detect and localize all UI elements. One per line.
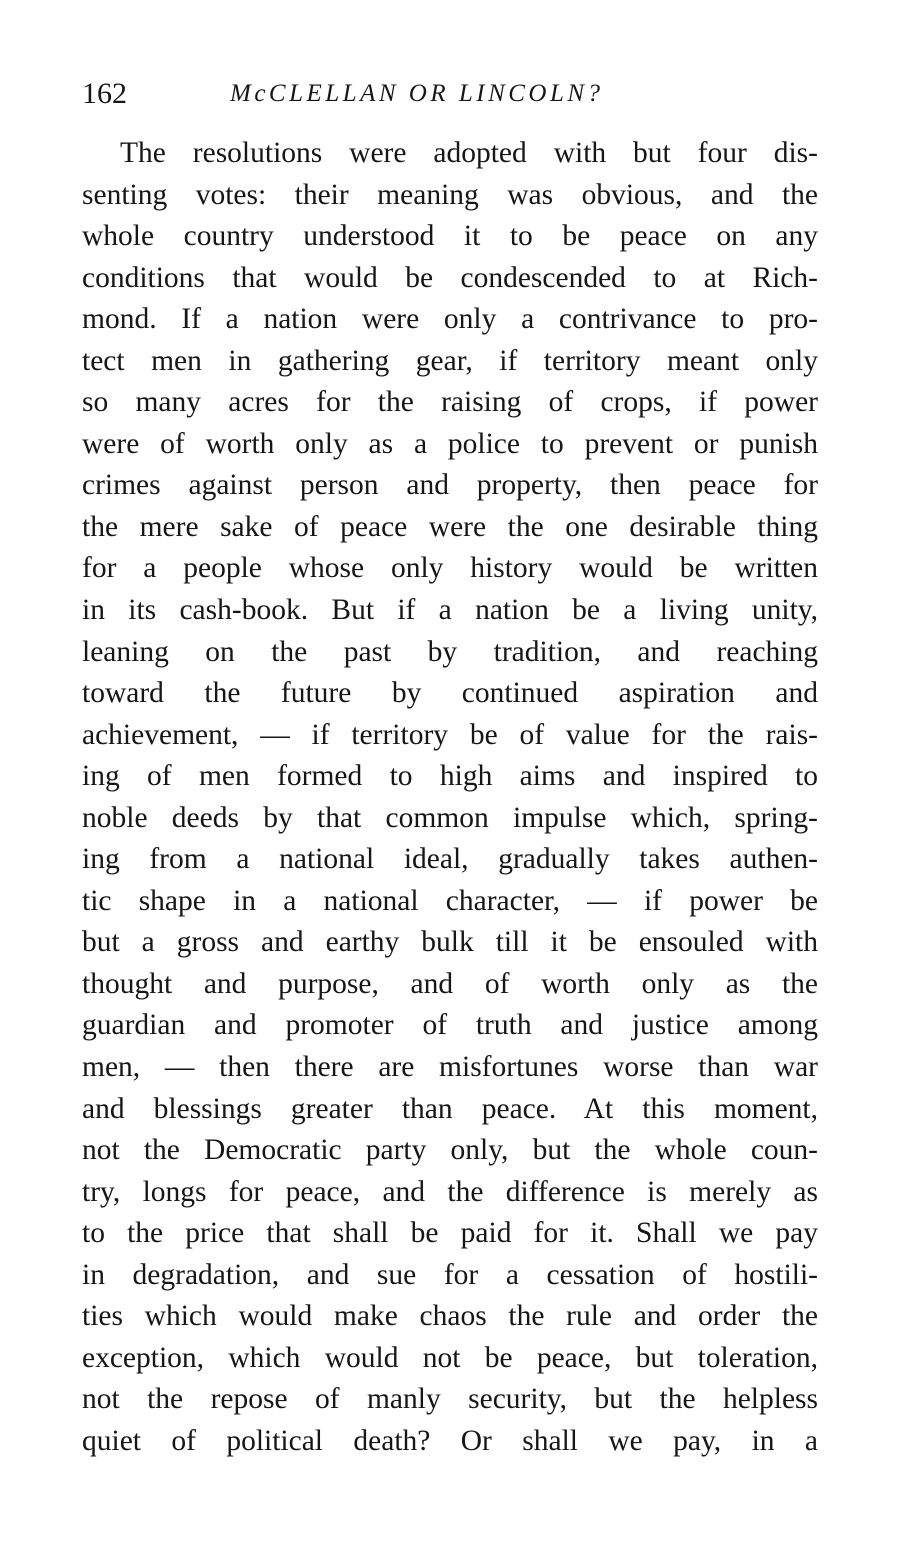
text-line: so many acres for the raising of crops, if power xyxy=(82,386,818,419)
text-line: were of worth only as a police to prevent or punish xyxy=(82,427,818,460)
body-paragraph xyxy=(82,133,818,1463)
text-line: guardian and promoter of truth and justice among xyxy=(82,1009,818,1042)
running-title: McCLELLAN OR LINCOLN? xyxy=(230,80,604,107)
text-line: for a people whose only history would be written xyxy=(82,552,818,585)
text-line: ing from a national ideal, gradually takes authen- xyxy=(82,843,818,876)
text-line: not the Democratic party only, but the whole coun- xyxy=(82,1134,818,1167)
text-line: crimes against person and property, then peace for xyxy=(82,469,818,502)
text-line: in its cash-book. But if a nation be a living unity, xyxy=(82,594,818,627)
page-number: 162 xyxy=(82,77,127,110)
text-line: tect men in gathering gear, if territory meant only xyxy=(82,344,818,377)
text-line: thought and purpose, and of worth only as the xyxy=(82,967,818,1000)
text-line: ties which would make chaos the rule and order the xyxy=(82,1300,818,1333)
text-line: quiet of political death? Or shall we pay, in a xyxy=(82,1424,818,1457)
text-line: whole country understood it to be peace on any xyxy=(82,220,818,253)
text-line: conditions that would be condescended to at Rich- xyxy=(82,261,818,294)
text-line: but a gross and earthy bulk till it be ensouled with xyxy=(82,926,818,959)
text-line: not the repose of manly security, but the helpless xyxy=(82,1383,818,1416)
text-line: tic shape in a national character, — if power be xyxy=(82,884,818,917)
text-line: ing of men formed to high aims and inspired to xyxy=(82,760,818,793)
text-line: mond. If a nation were only a contrivance to pro- xyxy=(82,303,818,336)
text-line: The resolutions were adopted with but four dis- xyxy=(120,137,818,169)
text-line: noble deeds by that common impulse which, spring- xyxy=(82,801,818,834)
text-line: the mere sake of peace were the one desirable thing xyxy=(82,510,818,543)
text-line: toward the future by continued aspiration and xyxy=(82,677,818,710)
text-line: to the price that shall be paid for it. Shall we pay xyxy=(82,1217,818,1250)
text-line: leaning on the past by tradition, and reaching xyxy=(82,635,818,668)
text-line: and blessings greater than peace. At this moment, xyxy=(82,1092,818,1125)
text-line: in degradation, and sue for a cessation of hostili- xyxy=(82,1258,818,1291)
text-line: men, — then there are misfortunes worse than war xyxy=(82,1051,818,1084)
text-line: try, longs for peace, and the difference is merely as xyxy=(82,1175,818,1208)
running-head xyxy=(82,72,818,116)
text-line: achievement, — if territory be of value for the rais- xyxy=(82,718,818,751)
text-line: exception, which would not be peace, but toleration, xyxy=(82,1341,818,1374)
text-line: senting votes: their meaning was obvious, and the xyxy=(82,178,818,211)
